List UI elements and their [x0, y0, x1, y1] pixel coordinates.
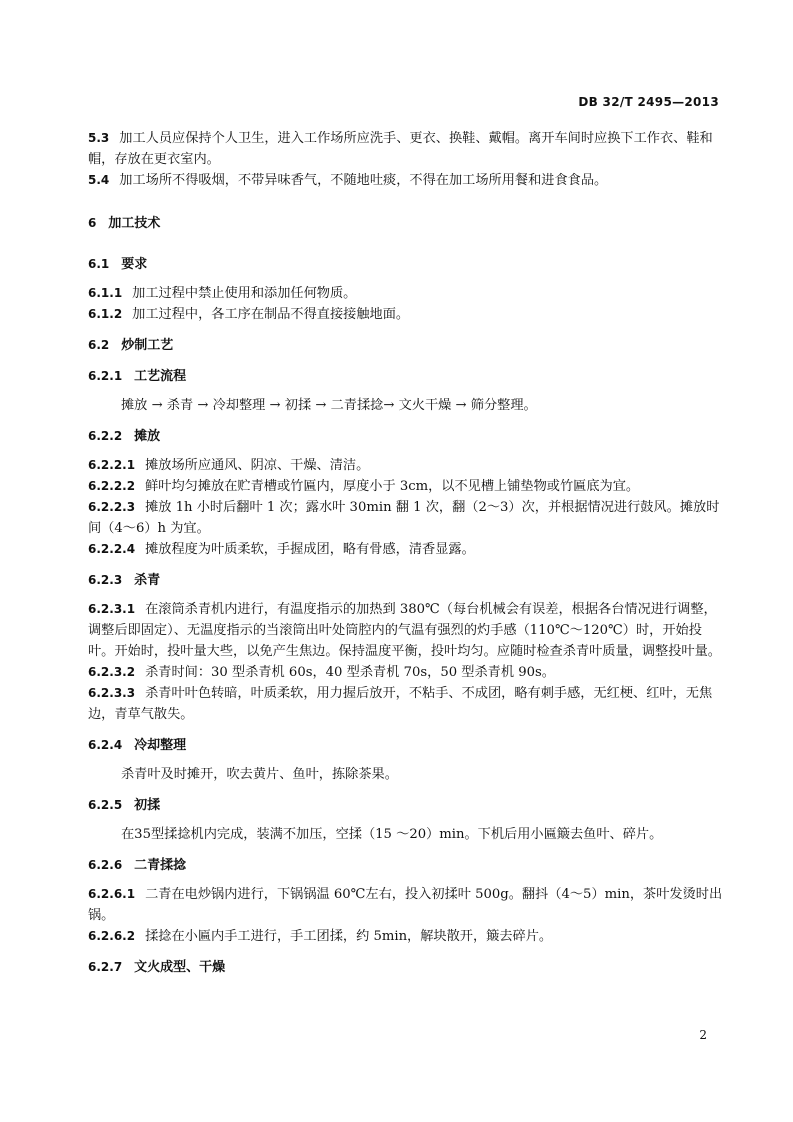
section-number: 6.1 [88, 257, 110, 271]
clause-number: 6.2.2.3 [88, 500, 136, 514]
cooling-text: 杀青叶及时摊开，吹去黄片、鱼叶，拣除茶果。 [121, 767, 398, 782]
section-title: 炒制工艺 [121, 338, 174, 353]
section-title: 要求 [121, 257, 148, 272]
section-number: 6.2.3 [88, 573, 123, 587]
clause-number: 6.2.2.1 [88, 458, 136, 472]
clause-number: 6.2.2.4 [88, 542, 136, 556]
section-title: 工艺流程 [134, 369, 187, 384]
clause-5-3 [88, 128, 728, 170]
document-body [88, 128, 728, 986]
clause-text: 杀青叶叶色转暗，叶质柔软，用力握后放开，不粘手、不成团，略有刺手感，无红梗、红叶，无焦边，青草气散失。 [88, 686, 713, 722]
clause-6-1-2 [88, 304, 728, 325]
section-number: 6.2.7 [88, 960, 123, 974]
clause-number: 6.2.2.2 [88, 479, 136, 493]
clause-6-2-6-2 [88, 926, 728, 947]
clause-text: 加工人员应保持个人卫生，进入工作场所应洗手、更衣、换鞋、戴帽。离开车间时应换下工作衣、鞋和帽，存放在更衣室内。 [88, 131, 713, 167]
clause-6-2-3-2 [88, 662, 728, 683]
process-flow: 摊放 → 杀青 → 冷却整理 → 初揉 → 二青揉捻→ 文火干燥 → 筛分整理。 [121, 398, 537, 413]
section-heading-6-2-2 [88, 426, 728, 447]
section-title: 二青揉捻 [134, 858, 187, 873]
clause-text: 加工过程中禁止使用和添加任何物质。 [132, 286, 357, 301]
section-heading-6-1 [88, 254, 728, 275]
section-number: 6 [88, 216, 97, 230]
clause-6-2-3-3 [88, 683, 728, 725]
section-title: 冷却整理 [134, 738, 187, 753]
clause-6-1-1 [88, 283, 728, 304]
clause-number: 6.1.1 [88, 286, 123, 300]
clause-number: 6.2.6.1 [88, 887, 136, 901]
clause-number: 5.3 [88, 131, 110, 145]
clause-text: 鲜叶均匀摊放在贮青槽或竹匾内，厚度小于 3cm，以不见槽上铺垫物或竹匾底为宜。 [145, 479, 640, 494]
section-heading-6-2-3 [88, 570, 728, 591]
clause-text: 摊放程度为叶质柔软，手握成团，略有骨感，清香显露。 [145, 542, 475, 557]
document-code: DB 32/T 2495—2013 [578, 95, 719, 109]
section-heading-6 [88, 213, 728, 234]
clause-6-2-6-1 [88, 884, 728, 926]
section-heading-6-2-6 [88, 855, 728, 876]
initial-rolling-text: 在35型揉捻机内完成，装满不加压，空揉（15 ～20）min。下机后用小匾簸去鱼叶、碎片。 [121, 827, 663, 842]
section-heading-6-2-5 [88, 795, 728, 816]
clause-number: 6.1.2 [88, 307, 123, 321]
section-number: 6.2.6 [88, 858, 123, 872]
clause-number: 6.2.3.1 [88, 602, 136, 616]
section-number: 6.2.5 [88, 798, 123, 812]
section-number: 6.2 [88, 338, 110, 352]
clause-number: 5.4 [88, 173, 110, 187]
section-number: 6.2.1 [88, 369, 123, 383]
clause-text: 揉捻在小匾内手工进行，手工团揉，约 5min，解块散开，簸去碎片。 [145, 929, 553, 944]
clause-text: 摊放 1h 小时后翻叶 1 次；露水叶 30min 翻 1 次，翻（2～3）次，并根据情况进行鼓风。摊放时间（4～6）h 为宜。 [88, 500, 720, 536]
clause-number: 6.2.3.3 [88, 686, 136, 700]
clause-text: 在滚筒杀青机内进行，有温度指示的加热到 380℃（每台机械会有误差，根据各台情况进行调整，调整后即固定）、无温度指示的当滚筒出叶处筒腔内的气温有强烈的灼手感（110℃～120℃）时，开始投叶。开始时，投叶量大些，以免产生焦边。保持温度平衡，投叶均匀。应随时检查杀青叶质量，调整投叶量。 [88, 602, 721, 659]
clause-6-2-2-4 [88, 539, 728, 560]
section-title: 文火成型、干燥 [134, 960, 226, 975]
section-heading-6-2-7 [88, 957, 728, 978]
section-title: 摊放 [134, 429, 161, 444]
page-number: 2 [699, 1028, 707, 1042]
section-number: 6.2.2 [88, 429, 123, 443]
clause-text: 杀青时间：30 型杀青机 60s，40 型杀青机 70s，50 型杀青机 90s。 [145, 665, 555, 680]
section-title: 加工技术 [108, 216, 161, 231]
section-number: 6.2.4 [88, 738, 123, 752]
clause-number: 6.2.6.2 [88, 929, 136, 943]
section-heading-6-2-1 [88, 366, 728, 387]
section-title: 初揉 [134, 798, 161, 813]
clause-6-2-3-1 [88, 599, 728, 662]
clause-text: 摊放场所应通风、阴凉、干燥、清洁。 [145, 458, 370, 473]
section-heading-6-2 [88, 335, 728, 356]
section-title: 杀青 [134, 573, 161, 588]
clause-text: 加工过程中，各工序在制品不得直接接触地面。 [132, 307, 410, 322]
clause-6-2-2-1 [88, 455, 728, 476]
clause-5-4 [88, 170, 728, 191]
clause-number: 6.2.3.2 [88, 665, 136, 679]
section-heading-6-2-4 [88, 735, 728, 756]
clause-text: 加工场所不得吸烟，不带异味香气，不随地吐痰，不得在加工场所用餐和进食食品。 [119, 173, 608, 188]
clause-6-2-2-3 [88, 497, 728, 539]
clause-6-2-2-2 [88, 476, 728, 497]
clause-text: 二青在电炒锅内进行，下锅锅温 60℃左右，投入初揉叶 500g。翻抖（4～5）min，茶叶发烫时出锅。 [88, 887, 723, 923]
